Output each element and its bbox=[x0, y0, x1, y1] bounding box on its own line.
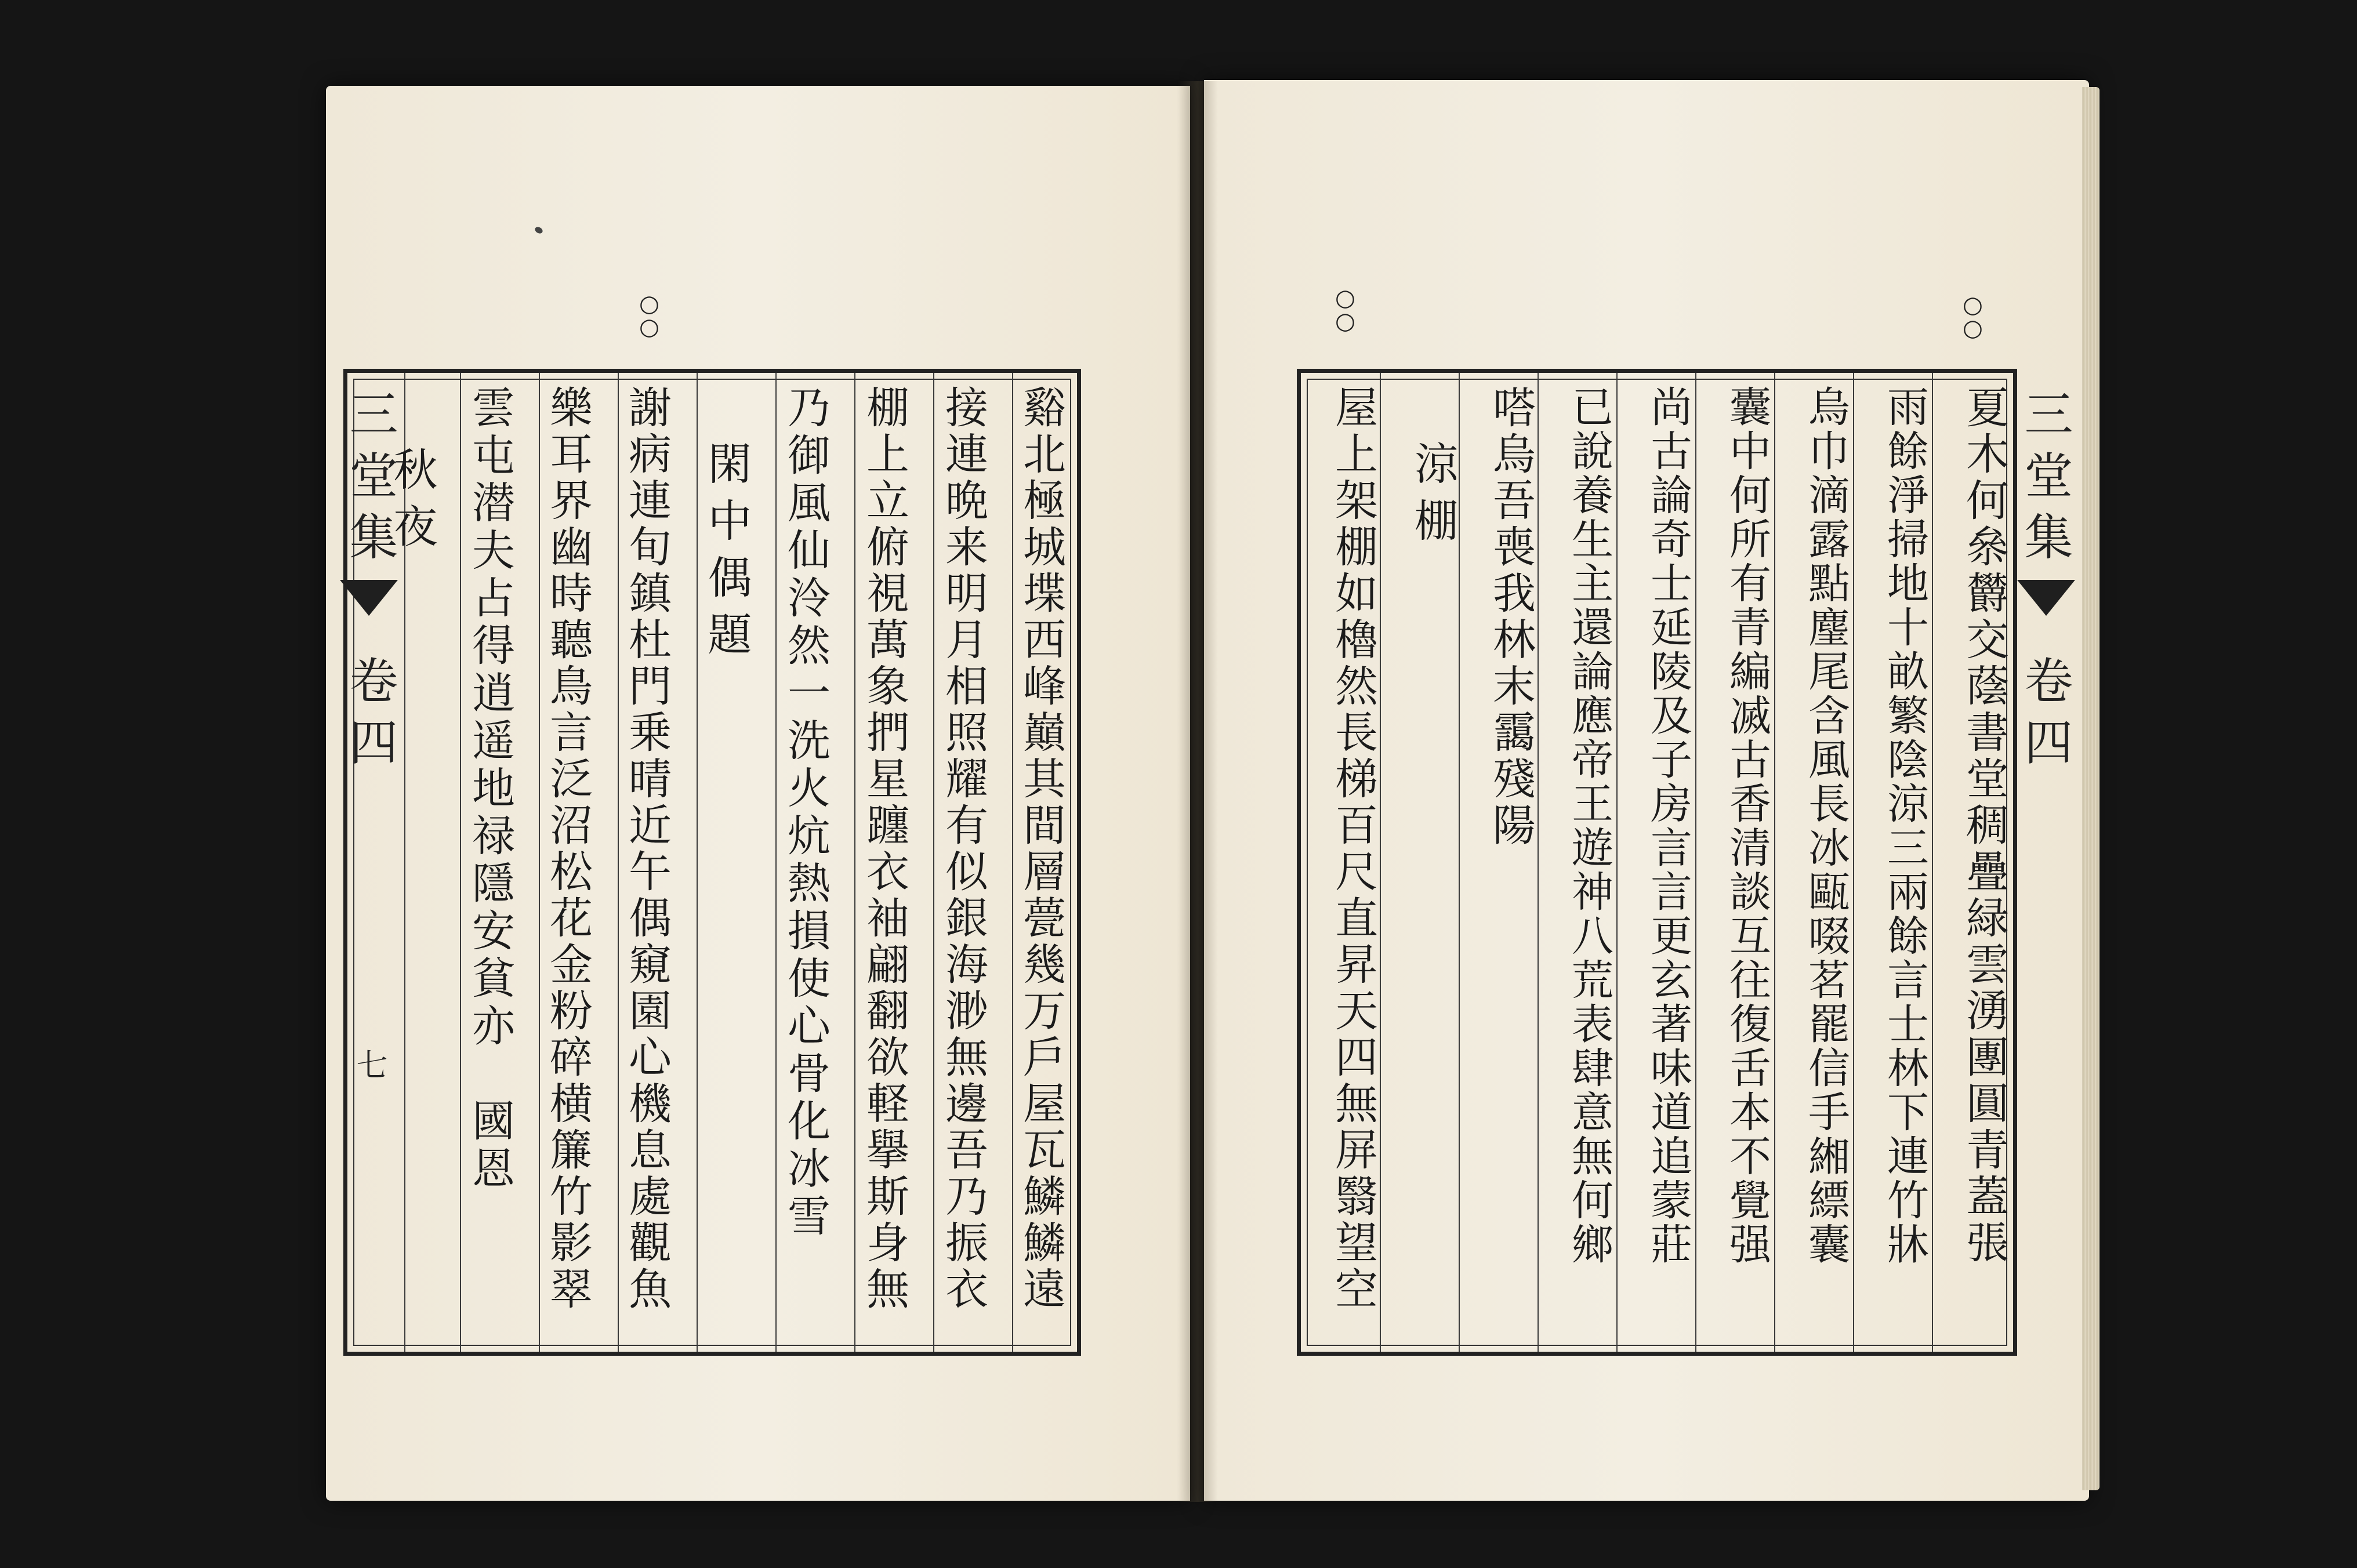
right-column-6: 已說養生主還論應帝王遊神八荒表肆意無何鄉 bbox=[1565, 385, 1613, 1266]
left-margin-leaf-number: 七 bbox=[351, 1048, 388, 1083]
left-margin-book-title: 三堂集 bbox=[342, 389, 398, 573]
left-column-2: 接連晩来明月相照耀有似銀海渺無邊吾乃振衣 bbox=[938, 385, 988, 1313]
left-column-4: 乃御風仙泠然一洗火炕熱損使心骨化冰雪 bbox=[781, 385, 831, 1241]
left-frame-circles-icon: ○ ○ bbox=[639, 291, 659, 340]
right-column-4: 囊中何所有青編㓕古香清談互往復舌本不覺强 bbox=[1723, 385, 1771, 1266]
right-column-9: 屋上架棚如櫓然長梯百尺直昇天四無屏翳望空 bbox=[1328, 385, 1378, 1313]
right-column-7: 嗒烏吾喪我林末靄殘陽 bbox=[1486, 385, 1536, 849]
left-column-7: 樂耳界幽時聽鳥言泛沼松花金粉碎横簾竹影翠 bbox=[543, 385, 593, 1313]
right-frame-circles-icon: ○ ○ bbox=[1335, 285, 1355, 335]
page-stack-edge bbox=[2082, 87, 2099, 1490]
right-poem-title: 涼棚 bbox=[1407, 441, 1459, 554]
right-column-3: 烏巾滴露點麈尾含風長冰甌啜茗罷信手緗縹囊 bbox=[1801, 385, 1850, 1266]
right-margin-volume: 卷四 bbox=[2017, 655, 2073, 778]
left-poem-title-2: 秋夜 bbox=[386, 447, 438, 560]
left-margin-volume: 卷四 bbox=[342, 655, 398, 778]
right-column-2: 雨餘淨掃地十畝繁陰涼三兩餘言士林下連竹牀 bbox=[1880, 385, 1929, 1266]
book-gutter bbox=[1177, 81, 1218, 1502]
left-fishtail-mark bbox=[340, 580, 398, 616]
right-margin-book-title: 三堂集 bbox=[2017, 389, 2073, 573]
left-column-1: 谿北極城堞西峰巔其間層甍幾万戶屋瓦鱗鱗遠 bbox=[1016, 385, 1066, 1313]
right-margin-circles-icon: ○ ○ bbox=[1963, 292, 1983, 342]
right-fishtail-mark bbox=[2017, 580, 2075, 616]
left-column-8: 雲屯潜夫占得逍遥地禄隱安貧亦 國恩 bbox=[465, 385, 515, 1193]
right-column-1: 夏木何㕘欝交蔭書堂稠疊緑雲湧團圓青蓋張 bbox=[1959, 385, 2009, 1266]
left-column-6: 謝病連旬鎮杜門乗晴近午偶窺園心機息處觀魚 bbox=[622, 385, 672, 1313]
left-poem-title-1: 閑中偶題 bbox=[701, 441, 752, 668]
right-column-5: 尚古論奇士延陵及子房言言更玄著味道追蒙莊 bbox=[1644, 385, 1692, 1266]
left-column-3: 棚上立俯視萬象捫星躔衣袖翩翻欲軽擧斯身無 bbox=[860, 385, 909, 1313]
